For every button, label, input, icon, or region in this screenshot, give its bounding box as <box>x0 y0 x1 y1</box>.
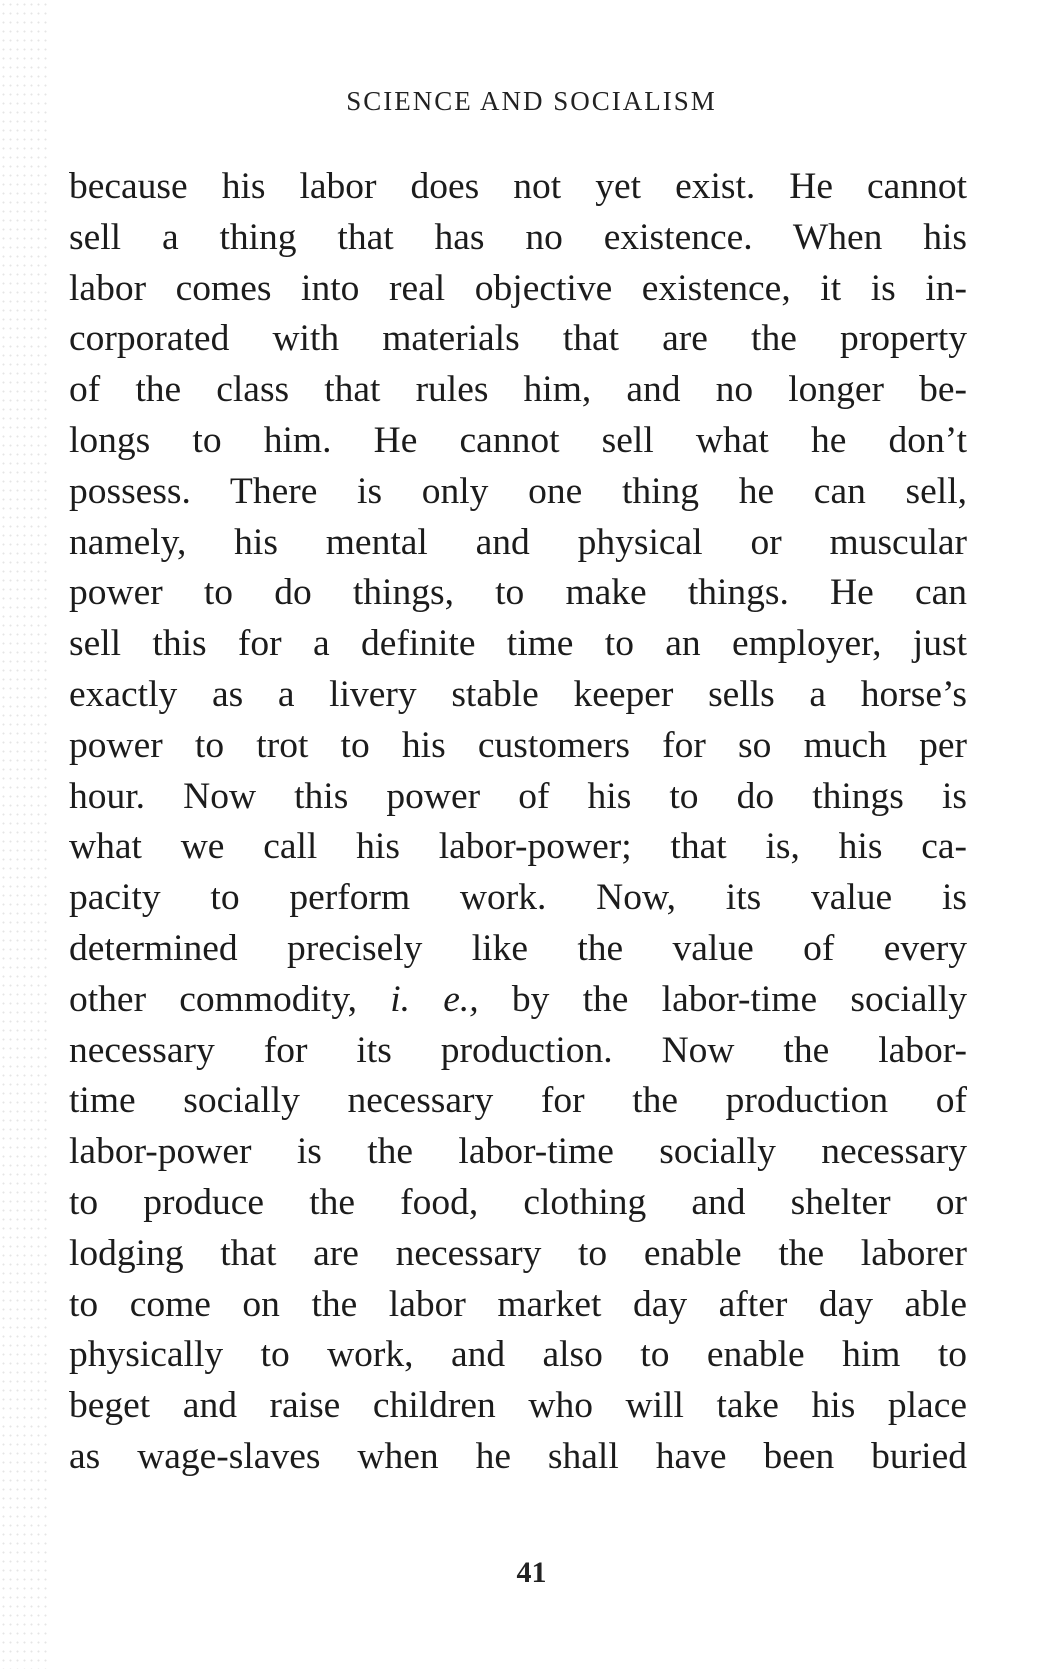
italic-abbreviation: i. e., <box>390 978 479 1020</box>
text-line: lodging that are necessary to enable the laborer <box>69 1232 967 1274</box>
text-line: pacity to perform work. Now, its value is <box>69 877 967 919</box>
text-line: longs to him. He cannot sell what he don’t <box>69 419 967 461</box>
page-number: 41 <box>516 1556 547 1589</box>
text-line: power to do things, to make things. He can <box>69 572 967 614</box>
binding-edge-texture <box>0 0 48 1669</box>
line-text-before: other commodity, <box>69 978 391 1020</box>
text-line-with-italic <box>69 975 967 1026</box>
body-text <box>69 162 967 1483</box>
text-line: corporated with materials that are the property <box>69 318 967 360</box>
running-head: SCIENCE AND SOCIALISM <box>346 86 717 116</box>
text-line: of the class that rules him, and no longer be- <box>69 369 967 411</box>
text-line: exactly as a livery stable keeper sells a horse’s <box>69 673 967 715</box>
line-text-after: by the labor-time socially <box>478 978 967 1020</box>
text-line: as wage-slaves when he shall have been buried <box>69 1435 967 1477</box>
text-line: hour. Now this power of his to do things is <box>69 775 967 817</box>
text-line: sell a thing that has no existence. When his <box>69 216 967 258</box>
text-line: possess. There is only one thing he can sell, <box>69 470 967 512</box>
text-line: what we call his labor-power; that is, his ca- <box>69 826 967 868</box>
text-line: power to trot to his customers for so much per <box>69 724 967 766</box>
text-line: to come on the labor market day after day able <box>69 1283 967 1325</box>
text-line: physically to work, and also to enable him to <box>69 1334 967 1376</box>
text-line: because his labor does not yet exist. He cannot <box>69 166 967 207</box>
text-line: labor comes into real objective existence, it is in- <box>69 267 967 309</box>
text-line: sell this for a definite time to an employer, just <box>69 623 967 665</box>
text-line: determined precisely like the value of every <box>69 927 967 969</box>
text-line: labor-power is the labor-time socially necessary <box>69 1131 967 1173</box>
text-line: namely, his mental and physical or muscular <box>69 521 967 563</box>
text-line: beget and raise children who will take his place <box>69 1385 967 1427</box>
text-line: necessary for its production. Now the labor- <box>69 1029 967 1071</box>
text-line: to produce the food, clothing and shelter or <box>69 1181 967 1223</box>
text-line: time socially necessary for the production of <box>69 1080 967 1122</box>
